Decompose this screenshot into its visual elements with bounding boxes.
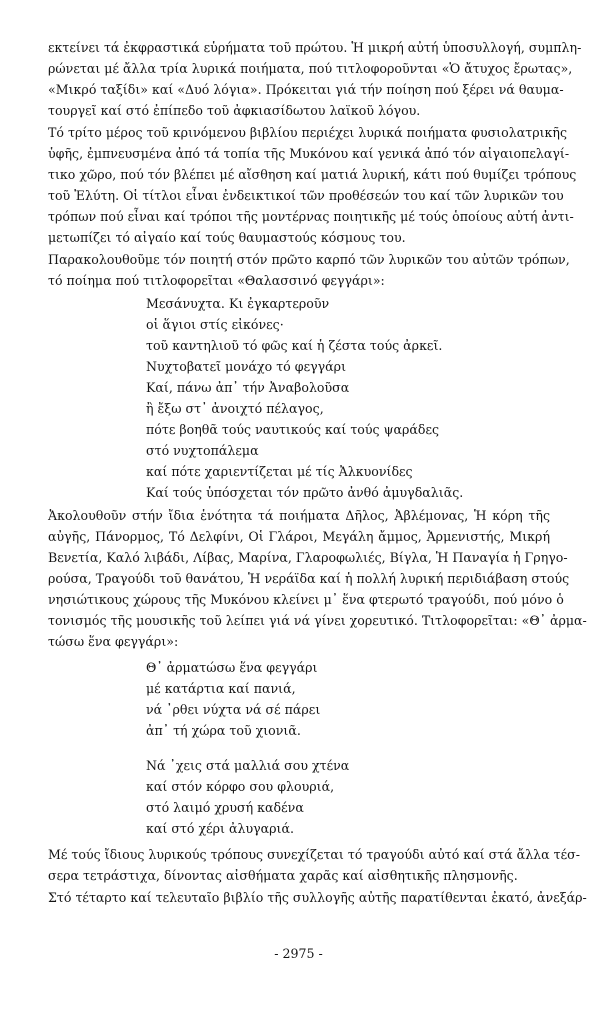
text-line: ρούσα, Τραγούδι τοῦ θανάτου, Ἡ νεράϊδα καί ἡ πολλή λυρική περιδιάβαση στούς	[48, 571, 570, 586]
text-line: αὐγῆς, Πάνορμος, Τό Δελφίνι, Οἱ Γλάροι, Μεγάλη ἄμμος, Ἀρμενιστής, Μικρή	[48, 529, 550, 544]
verse-line: οἱ ἅγιοι στίς εἰκόνες·	[146, 317, 284, 332]
verse-line: τοῦ καντηλιοῦ τό φῶς καί ἡ ζέστα τούς ἀρκεῖ.	[146, 338, 443, 353]
text-line: τρόπων πού εἶναι καί τρόποι τῆς μοντέρνας ποιητικῆς μέ τούς ὁποίους αὐτή ἀντι-	[48, 209, 574, 224]
text-line: τό ποίημα πού τιτλοφορεῖται «Θαλασσινό φεγγάρι»:	[48, 273, 385, 288]
verse-line: καί στόν κόρφο σου φλουριά,	[146, 779, 335, 794]
verse-line: νά ᾽ρθει νύχτα νά σέ πάρει	[146, 702, 321, 717]
text-line: τώσω ἕνα φεγγάρι»:	[48, 634, 179, 649]
verse-line: καί στό χέρι ἀλυγαριά.	[146, 821, 294, 836]
text-line: ρώνεται μέ ἄλλα τρία λυρικά ποιήματα, πού τιτλοφοροῦνται «Ὁ ἄτυχος ἔρωτας»,	[48, 61, 573, 76]
text-line: εκτείνει τά ἐκφραστικά εὑρήματα τοῦ πρώτου. Ἡ μικρή αὐτή ὑποσυλλογή, συμπλη-	[48, 40, 582, 55]
text-line: τικο χῶρο, πού τόν βλέπει μέ αἴσθηση καί ματιά λυρική, κάτι πού θυμίζει τρόπους	[48, 167, 577, 182]
verse-line: καί πότε χαριεντίζεται μέ τίς Ἀλκυονίδες	[146, 464, 413, 479]
verse-line: Νά ᾽χεις στά μαλλιά σου χτένα	[146, 758, 350, 773]
text-line: Τό τρίτο μέρος τοῦ κρινόμενου βιβλίου περιέχει λυρικά ποιήματα φυσιολατρικῆς	[48, 125, 568, 140]
text-line: Ἀκολουθοῦν στήν ἴδια ἑνότητα τά ποιήματα Δῆλος, Ἀβλέμονας, Ἡ κόρη τῆς	[48, 508, 550, 523]
text-line: τονισμός τῆς μουσικῆς τοῦ λείπει γιά νά γίνει χορευτικό. Τιτλοφορεῖται: «Θ᾽ ἀρμα-	[48, 613, 587, 628]
page-number: - 2975 -	[274, 946, 323, 961]
verse-line: πότε βοηθᾶ τούς ναυτικούς καί τούς ψαράδες	[146, 422, 440, 437]
text-line: νησιώτικους χώρους τῆς Μυκόνου κλείνει μ᾽ ἕνα φτερωτό τραγούδι, πού μόνο ὁ	[48, 592, 564, 607]
verse-line: Καί, πάνω ἀπ᾽ τήν Ἀναβολοῦσα	[146, 380, 350, 395]
text-line: Στό τέταρτο καί τελευταῖο βιβλίο τῆς συλλογῆς αὐτῆς παρατίθενται ἐκατό, ἀνεξάρ-	[48, 890, 587, 905]
text-line: Παρακολουθοῦμε τόν ποιητή στόν πρῶτο καρπό τῶν λυρικῶν του αὐτῶν τρόπων,	[48, 252, 570, 267]
verse-line: στό λαιμό χρυσή καδένα	[146, 800, 304, 815]
text-line: Βενετία, Καλό λιβάδι, Λίβας, Μαρίνα, Γλαροφωλιές, Βίγλα, Ἡ Παναγία ἡ Γρηγο-	[48, 550, 568, 565]
verse-line: Θ᾽ ἀρματώσω ἕνα φεγγάρι	[146, 660, 318, 675]
verse-line: μέ κατάρτια καί πανιά,	[146, 681, 296, 696]
verse-line: ἢ ἔξω στ᾽ ἀνοιχτό πέλαγος,	[146, 401, 324, 416]
verse-line: στό νυχτοπάλεμα	[146, 443, 259, 458]
text-line: «Μικρό ταξίδι» καί «Δυό λόγια». Πρόκειται γιά τήν ποίηση πού ξέρει νά θαυμα-	[48, 82, 564, 97]
text-line: Μέ τούς ἴδιους λυρικούς τρόπους συνεχίζεται τό τραγούδι αὐτό καί στά ἄλλα τέσ-	[48, 847, 581, 862]
text-line: μετωπίζει τό αἰγαίο καί τούς θαυμαστούς κόσμους του.	[48, 230, 406, 245]
verse-line: ἀπ᾽ τή χώρα τοῦ χιονιᾶ.	[146, 723, 301, 738]
verse-line: Μεσάνυχτα. Κι ἐγκαρτεροῦν	[146, 296, 330, 311]
text-line: ὑφῆς, ἐμπνευσμένα ἀπό τά τοπία τῆς Μυκόνου καί γενικά ἀπό τόν αἰγαιοπελαγί-	[48, 146, 570, 161]
verse-line: Καί τούς ὑπόσχεται τόν πρῶτο ἀνθό ἀμυγδαλιᾶς.	[146, 485, 464, 500]
text-line: τοῦ Ἐλύτη. Οἱ τίτλοι εἶναι ἐνδεικτικοί τῶν προθέσεών του καί τῶν λυρικῶν του	[48, 188, 564, 203]
text-line: τουργεῖ καί στό ἐπίπεδο τοῦ ἀφκιασίδωτου λαϊκοῦ λόγου.	[48, 103, 421, 118]
text-line: σερα τετράστιχα, δίνοντας αἰσθήματα χαρᾶς καί αἰσθητικῆς πλησμονῆς.	[48, 868, 518, 883]
verse-line: Νυχτοβατεῖ μονάχο τό φεγγάρι	[146, 359, 347, 374]
